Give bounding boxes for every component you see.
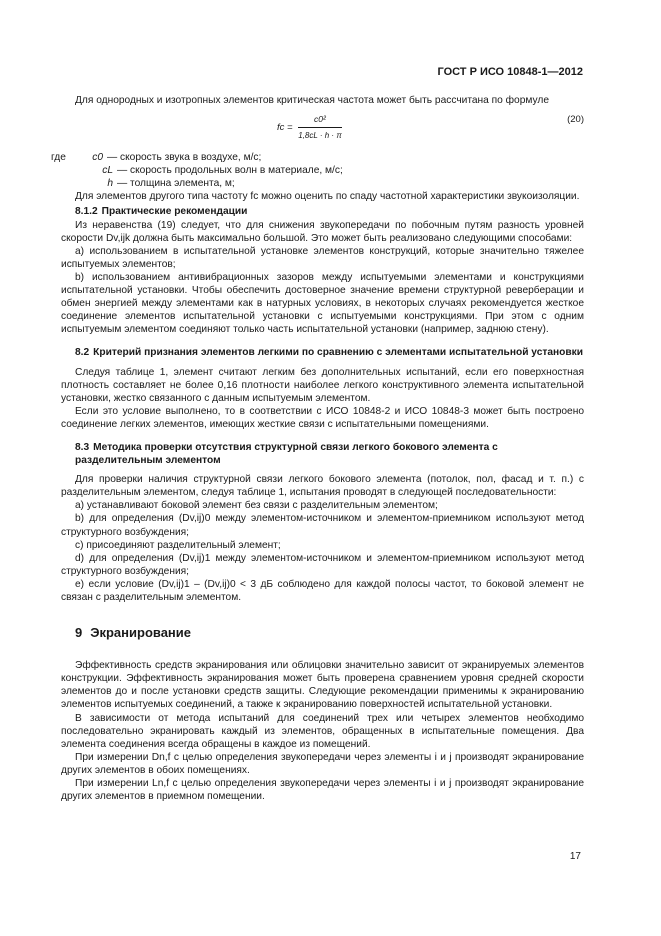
formula-lhs: fc = (277, 122, 293, 134)
paragraph: Для элементов другого типа частоту fc можно оценить по спаду частотной характеристики звукоизоляции. (75, 191, 580, 203)
section-title: Экранирование (90, 625, 192, 641)
intro-paragraph: Для однородных и изотропных элементов критическая частота может быть рассчитана по формуле (75, 95, 549, 106)
list-item: b) для определения (Dv,ij)0 между элементом-источником и элементом-приемником используют метод структурного возбуждения; (61, 513, 584, 538)
section-number: 8.1.2 (75, 206, 98, 218)
section-title: Практические рекомендации (101, 206, 248, 218)
list-item: e) если условие (Dv,ij)1 – (Dv,ij)0 < 3 дБ соблюдено для каждой полосы частот, то боковой элемент не связан с разделительным элементом. (61, 578, 584, 603)
paragraph: В зависимости от метода испытаний для соединений трех или четырех элементов необходимо последовательно экранировать каждый из элементов, обращенных в испытательные помещения. Два элемента соединения всегда обращены в каждое из помещений. (61, 712, 584, 750)
variable-row (61, 177, 584, 190)
section-title: Критерий признания элементов легкими по сравнению с элементами испытательной установки (93, 347, 584, 359)
section-title: Методика проверки отсутствия структурной связи легкого бокового элемента с разделительным элементом (75, 441, 498, 467)
variables-list (51, 151, 584, 190)
page-content (51, 94, 584, 803)
section-heading-8-3 (61, 441, 584, 467)
variable-row (61, 164, 584, 177)
paragraph: При измерении Ln,f с целью определения звукопередачи через элементы i и j производят экранирование других элементов в приемном помещении. (61, 778, 584, 803)
formula-denominator: 1,8cL · h · π (298, 131, 342, 141)
section-heading-9 (75, 626, 584, 639)
variable-desc: — скорость звука в воздухе, м/с; (107, 152, 262, 164)
variable-desc: — скорость продольных волн в материале, м/с; (117, 165, 343, 177)
section-number: 8.2 (75, 347, 90, 359)
paragraph: При измерении Dn,f с целью определения звукопередачи через элементы i и j производят экранирование других элементов в обоих помещениях. (61, 751, 584, 776)
paragraph: Следуя таблице 1, элемент считают легким без дополнительных испытаний, если его поверхностная плотность составляет не более 0,16 плотности наиболее легкого конструктивного элемента испытательной установки, жестко связанного с данным испытуемым элементом. (61, 366, 584, 404)
formula-fraction (298, 113, 341, 142)
section-number: 9 (75, 625, 83, 641)
formula-numerator: c0² (298, 113, 341, 128)
variable-symbol: h (107, 178, 113, 190)
list-item: d) для определения (Dv,ij)1 между элементом-источником и элементом-приемником используют метод структурного возбуждения; (61, 552, 584, 577)
list-item: c) присоединяют разделительный элемент; (75, 539, 281, 551)
paragraph: Из неравенства (19) следует, что для снижения звукопередачи по побочным путям разность уровней скорости Dv,ijk должна быть максимально большой. Это может быть реализовано следующими способами: (61, 219, 584, 244)
section-heading-8-2 (61, 346, 584, 359)
formula-block (61, 113, 584, 143)
variable-desc: — толщина элемента, м; (117, 178, 235, 190)
list-item: b) использованием антивибрационных зазоров между испытуемыми элементами и конструкциями испытательной установки. Чтобы обеспечить достоверное значение времени структурной реверберации и обмен энергией между элементами как в натурных условиях, в некоторых случаях рекомендуется жесткое соединение элементов испытательной установки с испытуемыми конструкциями. При этом с одним испытуемым элементом соединяют только часть испытательной установки (например, заднюю стену). (61, 271, 584, 336)
list-item: a) устанавливают боковой элемент без связи с разделительным элементом; (75, 500, 438, 512)
variable-symbol: cL (102, 165, 113, 177)
equation-number: (20) (567, 114, 584, 126)
variable-symbol: c0 (92, 152, 103, 164)
variable-row (51, 151, 584, 164)
section-number: 8.3 (75, 441, 90, 453)
paragraph: Для проверки наличия структурной связи легкого бокового элемента (потолок, пол, фасад и т. п.) с разделительным элементом, следуя таблице 1, испытания проводят в следующей последовательности: (61, 474, 584, 499)
where-label: где (51, 152, 66, 164)
page-number: 17 (569, 851, 581, 862)
document-header: ГОСТ Р ИСО 10848-1—2012 (437, 66, 583, 78)
paragraph: Если это условие выполнено, то в соответствии с ИСО 10848-2 и ИСО 10848-3 может быть построено соединение легких элементов, имеющих жесткие связи с испытательными помещениями. (61, 405, 584, 430)
formula (277, 113, 342, 142)
list-item: a) использованием в испытательной установке элементов конструкций, которые значительно тяжелее испытуемых элементов; (61, 245, 584, 270)
section-heading-8-1-2 (61, 205, 584, 218)
paragraph: Эффективность средств экранирования или облицовки значительно зависит от экранируемых элементов конструкции. Эффективность экранирования может быть проверена сравнением уровня средней скорости элементов до и после установки средств защиты. Следующие рекомендации применимы к экранированию элементов испытуемых соединений, а также к экранированию поверхностей испытательной установки. (61, 660, 584, 711)
